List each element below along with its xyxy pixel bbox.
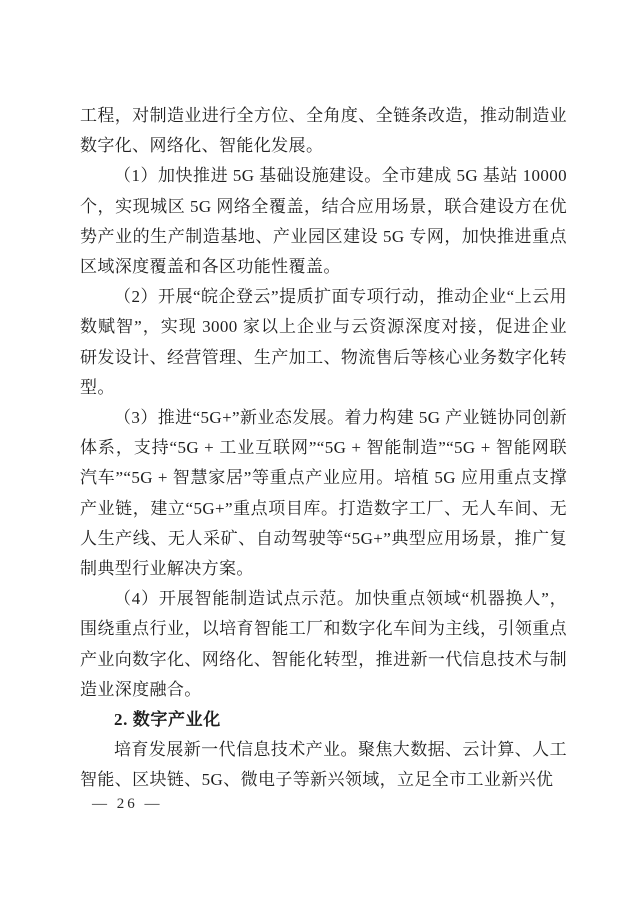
document-body (80, 101, 567, 796)
paragraph-item-2: （2）开展“皖企登云”提质扩面专项行动，推动企业“上云用数赋智”，实现 3000 家以上企业与云资源深度对接，促进企业研发设计、经营管理、生产加工、物流售后等核心业务数字化转型。 (80, 287, 567, 397)
paragraph-following: 培育发展新一代信息技术产业。聚焦大数据、云计算、人工智能、区块链、5G、微电子等新兴领域，立足全市工业新兴优 (80, 740, 567, 790)
section-heading: 2. 数字产业化 (114, 710, 221, 730)
paragraph-continuation: 工程，对制造业进行全方位、全角度、全链条改造，推动制造业数字化、网络化、智能化发展。 (80, 106, 567, 156)
paragraph-item-4: （4）开展智能制造试点示范。加快重点领域“机器换人”，围绕重点行业，以培育智能工厂和数字化车间为主线，引领重点产业向数字化、网络化、智能化转型，推进新一代信息技术与制造业深度融合。 (80, 589, 567, 699)
paragraph-item-3: （3）推进“5G+”新业态发展。着力构建 5G 产业链协同创新体系，支持“5G + 工业互联网”“5G + 智能制造”“5G + 智能网联汽车”“5G + 智慧家居”等重点产业应用。培植 5G 应用重点支撑产业链，建立“5G+”重点项目库。打造数字工厂、无人车间、无人生产线、无人采矿、自动驾驶等“5G+”典型应用场景，推广复制典型行业解决方案。 (80, 408, 567, 579)
page-number: — 26 — (92, 796, 163, 812)
paragraph-item-1: （1）加快推进 5G 基础设施建设。全市建成 5G 基站 10000 个，实现城区 5G 网络全覆盖，结合应用场景，联合建设方在优势产业的生产制造基地、产业园区建设 5G 专网，加快推进重点区域深度覆盖和各区功能性覆盖。 (80, 166, 567, 277)
